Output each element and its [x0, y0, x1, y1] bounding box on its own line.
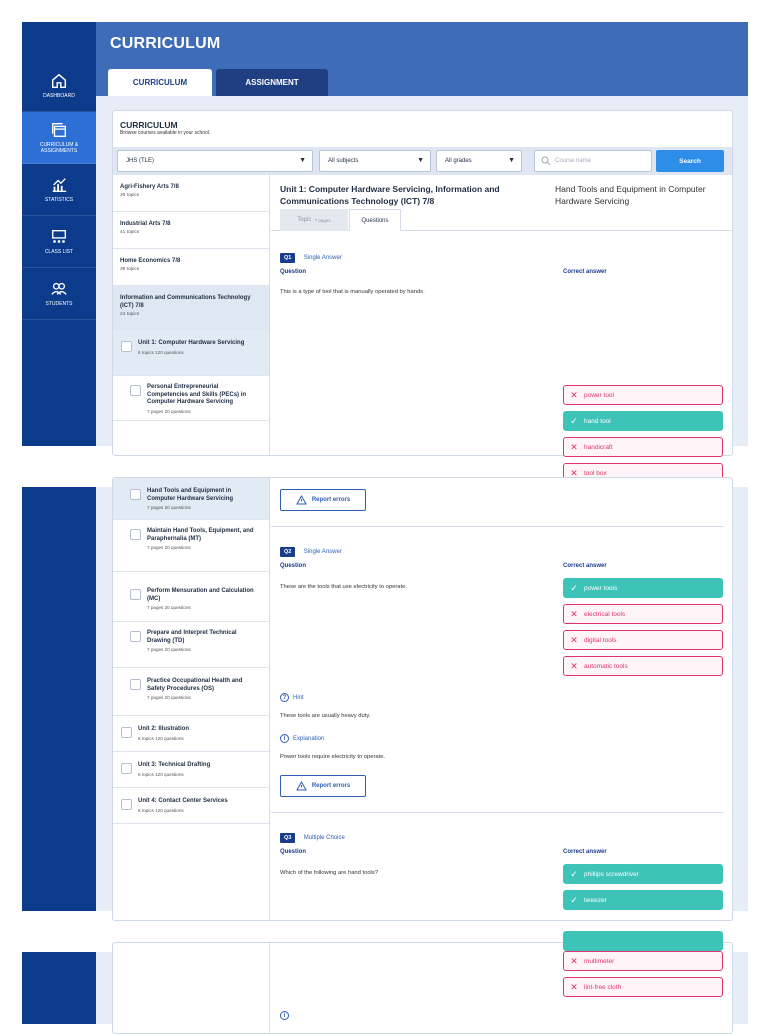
explanation-label: Explanation [293, 735, 325, 742]
info-icon: i [280, 734, 289, 743]
question-type: Multiple Choice [303, 835, 345, 841]
topic-meta: 7 pages 20 questions [147, 647, 191, 652]
unit-checkbox[interactable] [121, 727, 132, 738]
course-list [113, 175, 270, 455]
check-icon: ✓ [570, 868, 578, 879]
topic-checkbox[interactable] [130, 679, 141, 690]
question-label: Question [280, 563, 307, 569]
nav-statistics[interactable] [22, 164, 96, 216]
unit-name: Unit 1: Computer Hardware Servicing [138, 340, 245, 346]
sidebar [22, 487, 96, 911]
x-icon: ✕ [570, 660, 578, 671]
subject-select[interactable] [319, 150, 431, 172]
course-item[interactable] [113, 249, 269, 286]
course-item-selected[interactable] [113, 286, 269, 330]
header-bar [96, 22, 748, 96]
answer-option [563, 437, 723, 457]
hint-toggle[interactable] [280, 693, 304, 702]
question-type: Single Answer [303, 255, 342, 261]
x-icon: ✕ [570, 467, 578, 478]
course-item[interactable] [113, 212, 269, 249]
answer-option [563, 385, 723, 405]
topic-meta: 7 pages 20 questions [147, 605, 191, 610]
course-list [113, 943, 270, 1033]
nav-curriculum[interactable] [22, 112, 96, 164]
explanation-toggle[interactable] [280, 734, 324, 743]
level-select[interactable] [117, 150, 313, 172]
course-name: Industrial Arts 7/8 [120, 221, 171, 227]
answer-option [563, 656, 723, 676]
answer-text: hand tool [584, 417, 611, 425]
check-icon: ✓ [570, 894, 578, 905]
unit-name: Unit 4: Contact Center Services [138, 798, 228, 804]
question-mark-icon: ? [280, 693, 289, 702]
nav-label: CLASS LIST [44, 249, 74, 255]
content-area [271, 175, 732, 478]
topic-name: Perform Mensuration and Calculation (MC) [147, 588, 254, 602]
topic-item[interactable] [113, 520, 269, 572]
answer-text: multimeter [584, 957, 615, 965]
info-icon: i [280, 1011, 289, 1020]
question-header [280, 540, 724, 558]
question-label: Question [280, 269, 307, 275]
unit-name: Unit 2: Illustration [138, 726, 189, 732]
answer-text: power tool [584, 391, 614, 399]
x-icon: ✕ [570, 441, 578, 452]
screen-section-1 [22, 22, 748, 478]
caret-down-icon: ▼ [508, 157, 515, 164]
question-text: This is a type of tool that is manually operated by hands. [280, 289, 425, 295]
topic-item[interactable] [113, 668, 269, 716]
answer-text: phillips screwdriver [584, 870, 639, 878]
course-list [113, 478, 270, 920]
subject-select-value: All subjects [328, 158, 359, 164]
sidebar [22, 952, 96, 1024]
divider [271, 526, 724, 527]
curriculum-card [112, 942, 733, 1034]
topic-item[interactable] [113, 376, 269, 421]
answer-option-correct [563, 890, 723, 910]
course-name: Agri-Fishery Arts 7/8 [120, 184, 179, 190]
content-area [271, 478, 732, 920]
topic-title: Hand Tools and Equipment in Computer Hardware Servicing [555, 184, 706, 206]
nav-label: STUDENTS [45, 301, 73, 307]
curriculum-icon [50, 121, 68, 139]
course-meta: 41 topics [120, 230, 140, 235]
correct-answer-label: Correct answer [563, 269, 607, 275]
answer-text: power tools [584, 584, 618, 592]
topic-item-selected[interactable] [113, 478, 269, 520]
search-icon [541, 156, 551, 166]
warning-icon [296, 495, 307, 505]
search-input[interactable] [534, 150, 652, 172]
check-icon: ✓ [570, 582, 578, 593]
explanation-toggle[interactable] [280, 1011, 289, 1020]
unit-meta: 6 topics 120 questions [138, 349, 184, 355]
sidebar-logo-area [22, 22, 96, 60]
unit-meta: 6 topics 120 questions [138, 807, 184, 813]
nav-label: STATISTICS [44, 197, 74, 203]
question-text: Which of the following are hand tools? [280, 870, 378, 876]
course-meta: 24 topics [120, 312, 140, 317]
course-name: Information and Communications Technology (ICT) 7/8 [120, 295, 251, 309]
statistics-icon [50, 176, 68, 194]
topic-name: Maintain Hand Tools, Equipment, and Paraphernalia (MT) [147, 528, 254, 542]
unit-item[interactable] [113, 716, 269, 752]
nav-dashboard[interactable] [22, 60, 96, 112]
answer-text: handicraft [584, 443, 613, 451]
question-header [280, 826, 724, 844]
search-placeholder: Course name [555, 158, 592, 164]
home-icon [50, 72, 68, 90]
x-icon: ✕ [570, 955, 578, 966]
question-text: These are the tools that use electricity to operate. [280, 584, 407, 590]
report-errors-button[interactable] [280, 489, 366, 511]
x-icon: ✕ [570, 389, 578, 400]
hint-text: These tools are usually heavy duty. [280, 713, 371, 719]
nav-label: DASHBOARD [43, 93, 75, 99]
divider [271, 812, 724, 813]
card-title: CURRICULUM [120, 120, 178, 130]
question-badge: Q2 [280, 547, 295, 557]
hint-label: Hint [293, 694, 304, 701]
subtab-topic-label: Topic [297, 217, 312, 223]
content-subtabs [271, 209, 732, 231]
report-errors-label: Report errors [311, 783, 351, 789]
tab-curriculum[interactable]: CURRICULUM [108, 69, 212, 96]
x-icon: ✕ [570, 981, 578, 992]
curriculum-card [112, 110, 733, 478]
unit-item[interactable] [113, 330, 269, 376]
answer-option-correct [563, 578, 723, 598]
tab-assignment[interactable]: ASSIGNMENT [216, 69, 328, 96]
explanation-text: Power tools require electricity to operate. [280, 754, 386, 760]
x-icon: ✕ [570, 608, 578, 619]
screen-section-3 [22, 952, 748, 1024]
answer-text: electrical tools [584, 610, 626, 618]
correct-answer-label: Correct answer [563, 849, 607, 855]
course-meta: 25 topics [120, 193, 140, 198]
answer-option [563, 977, 723, 997]
question-type: Single Answer [303, 549, 342, 555]
answer-option [563, 951, 723, 971]
question-badge: Q1 [280, 253, 295, 263]
answer-option-correct [563, 411, 723, 431]
grade-select[interactable] [436, 150, 522, 172]
report-errors-button[interactable] [280, 775, 366, 797]
unit-item[interactable] [113, 788, 269, 824]
answer-option-correct [563, 931, 723, 951]
subtab-topic[interactable] [280, 209, 348, 231]
class-list-icon [50, 228, 68, 246]
screen-section-2 [22, 487, 748, 911]
answer-text: automatic tools [584, 662, 628, 670]
answer-text: tool box [584, 469, 607, 477]
sidebar [22, 22, 96, 446]
topic-item[interactable] [113, 622, 269, 668]
topic-name: Practice Occupational Health and Safety Procedures (OS) [147, 678, 243, 692]
nav-class-list[interactable] [22, 216, 96, 268]
unit-checkbox[interactable] [121, 341, 132, 352]
filter-bar [113, 147, 732, 175]
caret-down-icon: ▼ [299, 157, 306, 164]
topic-checkbox[interactable] [130, 489, 141, 500]
subtab-questions[interactable]: Questions [349, 209, 401, 231]
unit-meta: 6 topics 120 questions [138, 735, 184, 741]
unit-meta: 6 topics 120 questions [138, 771, 184, 777]
answer-text: tweezer [584, 896, 607, 904]
question-label: Question [280, 849, 307, 855]
curriculum-card [112, 477, 733, 921]
topic-name: Personal Entrepreneurial Competencies and Skills (PECs) in Computer Hardware Servicing [147, 384, 247, 405]
nav-label: CURRICULUM & ASSIGNMENTS [39, 142, 79, 154]
subtab-topic-pages: 7 pages [314, 217, 331, 223]
answer-option [563, 630, 723, 650]
grade-select-value: All grades [445, 158, 472, 164]
course-name: Home Economics 7/8 [120, 258, 181, 264]
warning-icon [296, 781, 307, 791]
course-item[interactable] [113, 175, 269, 212]
students-icon [50, 280, 68, 298]
question-header [280, 246, 724, 264]
answer-text: digital tools [584, 636, 617, 644]
topic-name: Prepare and Interpret Technical Drawing (TD) [147, 630, 237, 644]
answer-text: lint-free cloth [584, 983, 622, 991]
report-errors-label: Report errors [311, 497, 351, 503]
correct-answer-label: Correct answer [563, 563, 607, 569]
question-badge: Q3 [280, 833, 295, 843]
course-meta: 39 topics [120, 267, 140, 272]
topic-checkbox[interactable] [130, 385, 141, 396]
content-area [271, 943, 732, 1033]
x-icon: ✕ [570, 634, 578, 645]
level-select-value: JHS (TLE) [126, 158, 155, 164]
search-button[interactable]: Search [656, 150, 724, 172]
unit-item[interactable] [113, 752, 269, 788]
unit-name: Unit 3: Technical Drafting [138, 762, 211, 768]
unit-title: Unit 1: Computer Hardware Servicing, Information and Communications Technology (ICT) 7/8 [280, 184, 500, 206]
topic-item[interactable] [113, 572, 269, 622]
topic-checkbox[interactable] [130, 631, 141, 642]
topic-meta: 7 pages 20 questions [147, 695, 191, 700]
page-title: CURRICULUM [110, 35, 221, 52]
card-subtitle: Browse courses available in your school. [120, 130, 211, 136]
topic-meta: 7 pages 20 questions [147, 505, 191, 510]
check-icon: ✓ [570, 415, 578, 426]
nav-students[interactable] [22, 268, 96, 320]
topic-meta: 7 pages 20 questions [147, 545, 191, 550]
unit-checkbox[interactable] [121, 763, 132, 774]
unit-checkbox[interactable] [121, 799, 132, 810]
answer-option [563, 604, 723, 624]
caret-down-icon: ▼ [417, 157, 424, 164]
topic-name: Hand Tools and Equipment in Computer Hardware Servicing [147, 488, 234, 502]
topic-checkbox[interactable] [130, 589, 141, 600]
topic-checkbox[interactable] [130, 529, 141, 540]
topic-meta: 7 pages 20 questions [147, 408, 191, 414]
answer-option-correct [563, 864, 723, 884]
